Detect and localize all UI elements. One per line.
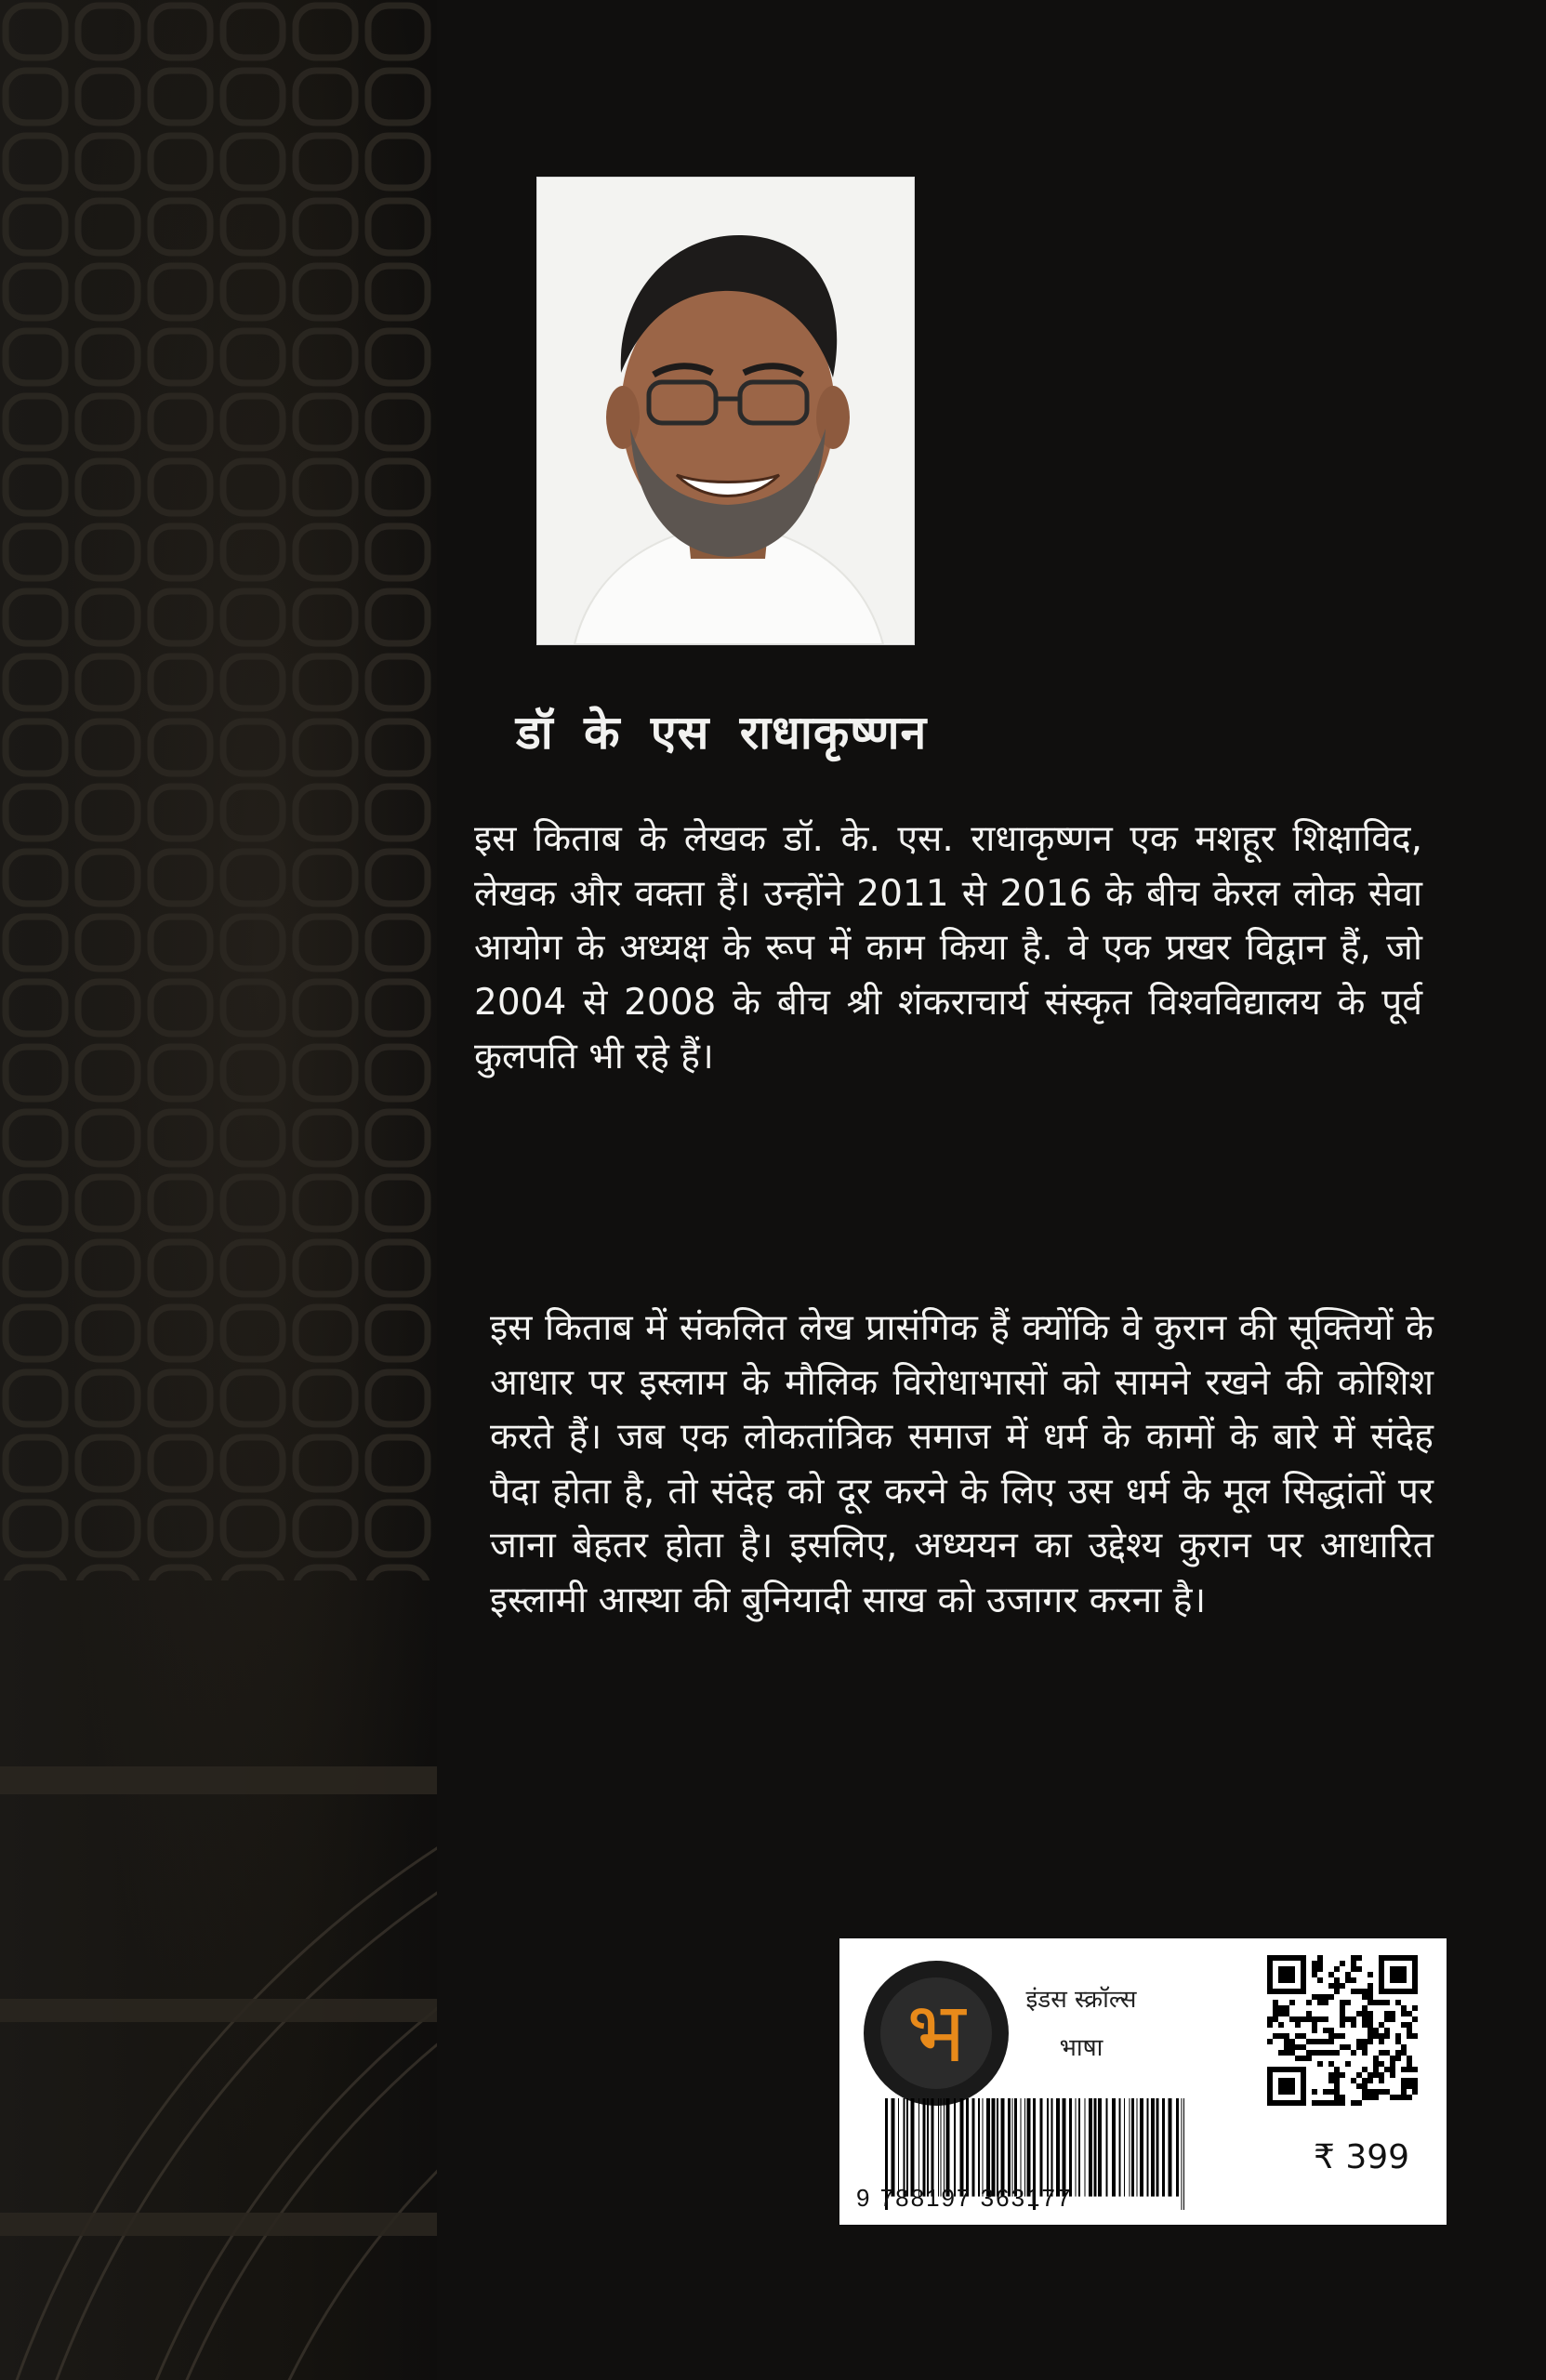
barcode-panel — [839, 1938, 1447, 2225]
publisher-logo-icon — [860, 1957, 1013, 2110]
isbn-digits: 9 788197 363177 — [856, 2184, 1073, 2212]
author-bio-paragraph: इस किताब के लेखक डॉ. के. एस. राधाकृष्णन एक मशहूर शिक्षाविद, लेखक और वक्ता हैं। उन्होंने 2011 से 2016 के बीच केरल लोक सेवा आयोग के अध्यक्ष के रूप में काम किया है. वे एक प्रखर विद्वान हैं, जो 2004 से 2008 के बीच श्री शंकराचार्य संस्कृत विश्वविद्यालय के पूर्व कुलपति भी रहे हैं। — [474, 818, 1422, 1078]
pattern-graphic — [0, 0, 437, 2380]
author-photo — [536, 177, 915, 645]
author-name: डॉ के एस राधाकृष्णन — [516, 706, 928, 760]
book-blurb-paragraph: इस किताब में संकलित लेख प्रासंगिक हैं क्योंकि वे कुरान की सूक्तियों के आधार पर इस्लाम के मौलिक विरोधाभासों को सामने रखने की कोशिश करते हैं। जब एक लोकतांत्रिक समाज में धर्म के कामों के बारे में संदेह पैदा होता है, तो संदेह को दूर करने के लिए उस धर्म के मूल सिद्धांतों पर जाना बेहतर होता है। इसलिए, अध्ययन का उद्देश्य कुरान पर आधारित इस्लामी आस्था की बुनियादी साख को उजागर करना है। — [490, 1307, 1434, 1621]
ornamental-pattern-strip — [0, 0, 437, 2380]
book-price: ₹ 399 — [1314, 2138, 1410, 2176]
publisher-imprint: भाषा — [1059, 2034, 1103, 2062]
qr-code-icon — [1267, 1955, 1418, 2106]
author-portrait-illustration — [537, 178, 914, 644]
publisher-block — [998, 1976, 1165, 2072]
publisher-logo-letter: भ — [906, 1984, 966, 2082]
publisher-name: इंडस स्क्रॉल्स — [1025, 1986, 1137, 2014]
